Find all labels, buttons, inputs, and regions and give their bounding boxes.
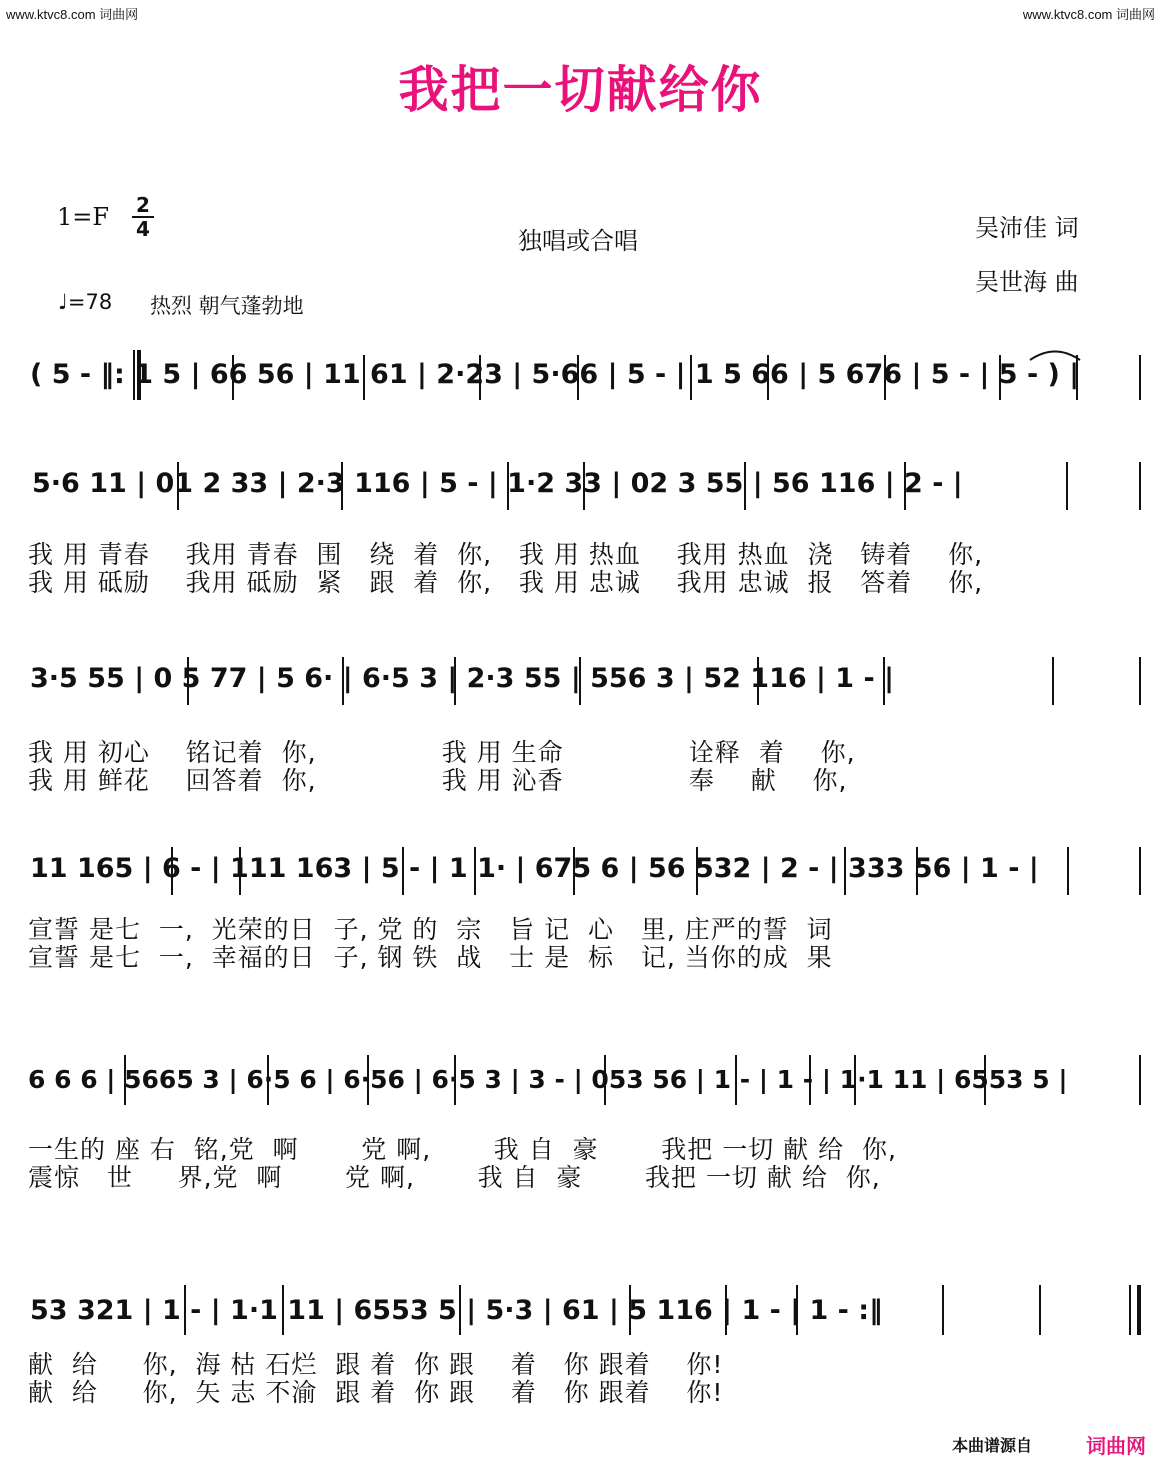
- tempo-marking: ♩=78: [58, 290, 113, 314]
- score-line-5: [0, 1055, 1161, 1135]
- notation-line-6: 53 321 | 1 - | 1·1 11 | 6553 5 | 5·3 | 61 | 5 116 | 1 - | 1 - :‖: [30, 1295, 883, 1326]
- lyrics-line-2-verse-2: 我 用 砥励 我用 砥励 紧 跟 着 你, 我 用 忠诚 我用 忠诚 报 答着 你,: [28, 568, 984, 597]
- time-signature-bottom: 4: [136, 217, 150, 241]
- composer: 吴世海 曲: [975, 268, 1079, 296]
- lyrics-line-4-verse-1: 宣誓 是七 一, 光荣的日 子, 党 的 宗 旨 记 心 里, 庄严的誓 词: [28, 915, 833, 944]
- footer-source: 本曲谱源自: [952, 1436, 1033, 1455]
- lyrics-line-5-verse-1: 一生的 座 右 铭,党 啊 党 啊, 我 自 豪 我把 一切 献 给 你,: [28, 1135, 897, 1164]
- time-signature-top: 2: [136, 193, 150, 217]
- song-title: 我把一切献给你: [398, 60, 763, 119]
- watermark-right: www.ktvc8.com 词曲网: [1022, 7, 1155, 22]
- time-signature: [132, 195, 154, 239]
- watermark-left: www.ktvc8.com 词曲网: [6, 7, 139, 22]
- score-line-3: [0, 655, 1161, 735]
- notation-line-3: 3·5 55 | 0 5 77 | 5 6· | 6·5 3 | 2·3 55 | 556 3 | 52 116 | 1 - |: [30, 663, 894, 694]
- lyrics-line-5-verse-2: 震惊 世 界,党 啊 党 啊, 我 自 豪 我把 一切 献 给 你,: [28, 1163, 881, 1192]
- score-line-1: [0, 345, 1161, 425]
- notation-line-2: 5·6 11 | 01 2 33 | 2·3 116 | 5 - | 1·2 33 | 02 3 55 | 56 116 | 2 - |: [32, 468, 963, 499]
- notation-line-5: 6 6 6 | 5665 3 | 6·5 6 | 6·56 | 6·5 3 | 3 - | 053 56 | 1 - | 1 - | 1·1 11 | 6553 5 |: [28, 1065, 1068, 1094]
- performance-note: 独唱或合唱: [518, 227, 638, 255]
- score-line-2: [0, 460, 1161, 540]
- lyrics-line-3-verse-1: 我 用 初心 铭记着 你, 我 用 生命 诠释 着 你,: [28, 738, 856, 767]
- lyrics-line-3-verse-2: 我 用 鲜花 回答着 你, 我 用 沁香 奉 献 你,: [28, 766, 848, 795]
- lyricist: 吴沛佳 词: [975, 214, 1079, 242]
- mood-marking: 热烈 朝气蓬勃地: [150, 294, 304, 318]
- lyrics-line-2-verse-1: 我 用 青春 我用 青春 围 绕 着 你, 我 用 热血 我用 热血 浇 铸着 你,: [28, 540, 984, 569]
- lyrics-line-4-verse-2: 宣誓 是七 一, 幸福的日 子, 钢 铁 战 士 是 标 记, 当你的成 果: [28, 943, 833, 972]
- lyrics-line-6-verse-1: 献 给 你, 海 枯 石烂 跟 着 你 跟 着 你 跟着 你!: [28, 1350, 724, 1379]
- key-signature: 1=F: [57, 203, 110, 231]
- notation-line-1: ( 5 - ‖: 1 5 | 66 56 | 11 61 | 2·23 | 5·66 | 5 - | 1 5 66 | 5 676 | 5 - | 5 - ) |: [30, 359, 1080, 390]
- notation-line-4: 11 165 | 6 - | 111 163 | 5 - | 1 1· | 675 6 | 56 532 | 2 - | 333 56 | 1 - |: [30, 853, 1039, 884]
- footer-brand-logo: 词曲网: [1086, 1434, 1146, 1458]
- lyrics-line-6-verse-2: 献 给 你, 矢 志 不渝 跟 着 你 跟 着 你 跟着 你!: [28, 1378, 724, 1407]
